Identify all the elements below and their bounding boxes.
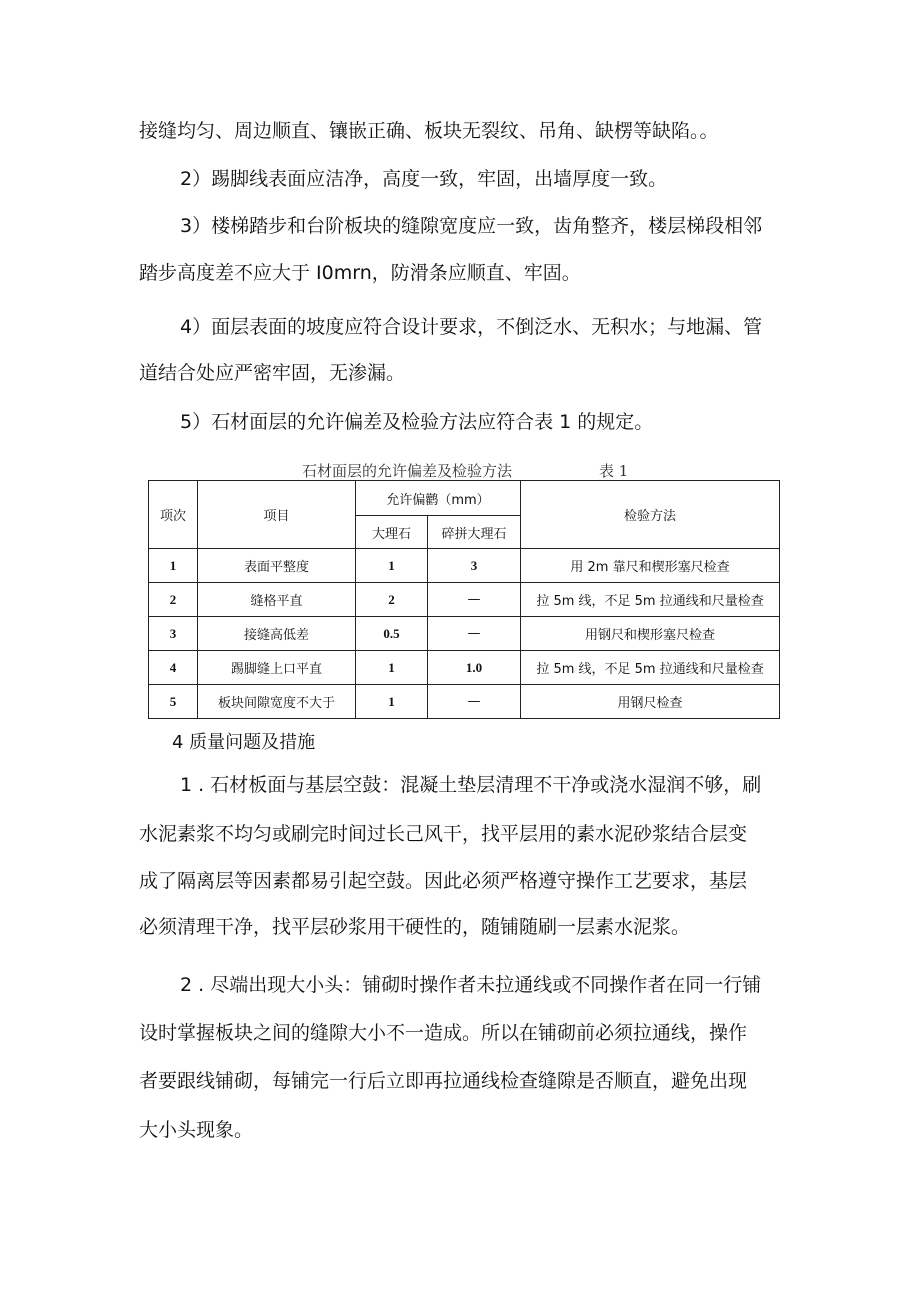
cell-no: 5	[149, 685, 198, 719]
cell-marble: 1	[356, 549, 428, 583]
cell-item: 表面平整度	[198, 549, 356, 583]
cell-mosaic: 3	[428, 549, 521, 583]
issue-1-line3: 成了隔离层等因素都易引起空鼓。因此必须严格遵守操作工艺要求，基层	[139, 870, 748, 892]
issue-2-line1: 2 . 尽端出现大小头：铺砌时操作者未拉通线或不同操作者在同一行铺	[180, 974, 762, 996]
table-caption	[148, 460, 778, 480]
issue-1-line4: 必须清理干净，找平层砂浆用干硬性的，随铺随刷一层素水泥浆。	[139, 916, 691, 938]
header-mosaic: 碎拼大理石	[428, 516, 521, 549]
paragraph-continuation: 接缝均匀、周边顺直、镶嵌正确、板块无裂纹、吊角、缺楞等缺陷。。	[139, 120, 719, 142]
table-number: 表 1	[599, 462, 629, 480]
cell-marble: 2	[356, 583, 428, 617]
table-title: 石材面层的允许偏差及检验方法	[302, 462, 513, 480]
issue-1-line1: 1 . 石材板面与基层空鼓：混凝土垫层清理不干净或浇水湿润不够，刷	[180, 774, 762, 796]
header-deviation: 允许偏鹳（mm）	[356, 481, 521, 516]
paragraph-item-4-line1: 4）面层表面的坡度应符合设计要求，不倒泛水、无积水；与地漏、管	[180, 316, 763, 338]
section-heading: 4 质量问题及措施	[172, 732, 316, 753]
cell-mosaic: —	[428, 583, 521, 617]
cell-marble: 1	[356, 651, 428, 685]
cell-mosaic: —	[428, 617, 521, 651]
cell-no: 1	[149, 549, 198, 583]
issue-2-line2: 设时掌握板块之间的缝隙大小不一造成。所以在铺砌前必须拉通线，操作	[139, 1022, 748, 1044]
header-marble: 大理石	[356, 516, 428, 549]
table-row	[149, 617, 780, 651]
cell-method: 拉 5m 线，不足 5m 拉通线和尺量检查	[521, 583, 780, 617]
header-index: 项次	[149, 481, 198, 549]
cell-no: 2	[149, 583, 198, 617]
cell-item: 踢脚缝上口平直	[198, 651, 356, 685]
paragraph-item-5: 5）石材面层的允许偏差及检验方法应符合表 1 的规定。	[180, 411, 654, 433]
issue-2-line3: 者要跟线铺砌，每铺完一行后立即再拉通线检查缝隙是否顺直，避免出现	[139, 1070, 748, 1092]
issue-2-line4: 大小头现象。	[139, 1119, 254, 1141]
cell-method: 拉 5m 线，不足 5m 拉通线和尺量检查	[521, 651, 780, 685]
table-row	[149, 583, 780, 617]
paragraph-item-4-line2: 道结合处应严密牢固，无渗漏。	[139, 362, 406, 384]
table-row	[149, 685, 780, 719]
table-header-row	[149, 481, 780, 516]
header-item: 项目	[198, 481, 356, 549]
cell-no: 4	[149, 651, 198, 685]
paragraph-item-2: 2）踢脚线表面应洁净，高度一致，牢固，出墙厚度一致。	[180, 168, 668, 190]
cell-item: 缝格平直	[198, 583, 356, 617]
table-row	[149, 549, 780, 583]
cell-method: 用钢尺检查	[521, 685, 780, 719]
cell-item: 板块间隙宽度不大于	[198, 685, 356, 719]
header-method: 检验方法	[521, 481, 780, 549]
cell-marble: 0.5	[356, 617, 428, 651]
cell-marble: 1	[356, 685, 428, 719]
cell-mosaic: —	[428, 685, 521, 719]
cell-method: 用 2m 靠尺和楔形塞尺检查	[521, 549, 780, 583]
deviation-table	[148, 480, 780, 719]
paragraph-item-3-line1: 3）楼梯踏步和台阶板块的缝隙宽度应一致，齿角整齐，楼层梯段相邻	[180, 215, 763, 237]
cell-item: 接缝高低差	[198, 617, 356, 651]
table-row	[149, 651, 780, 685]
cell-method: 用钢尺和楔形塞尺检查	[521, 617, 780, 651]
paragraph-item-3-line2: 踏步高度差不应大于 I0mrn，防滑条应顺直、牢固。	[139, 262, 581, 284]
issue-1-line2: 水泥素浆不均匀或刷完时间过长己风干，找平层用的素水泥砂浆结合层变	[139, 823, 748, 845]
cell-no: 3	[149, 617, 198, 651]
cell-mosaic: 1.0	[428, 651, 521, 685]
